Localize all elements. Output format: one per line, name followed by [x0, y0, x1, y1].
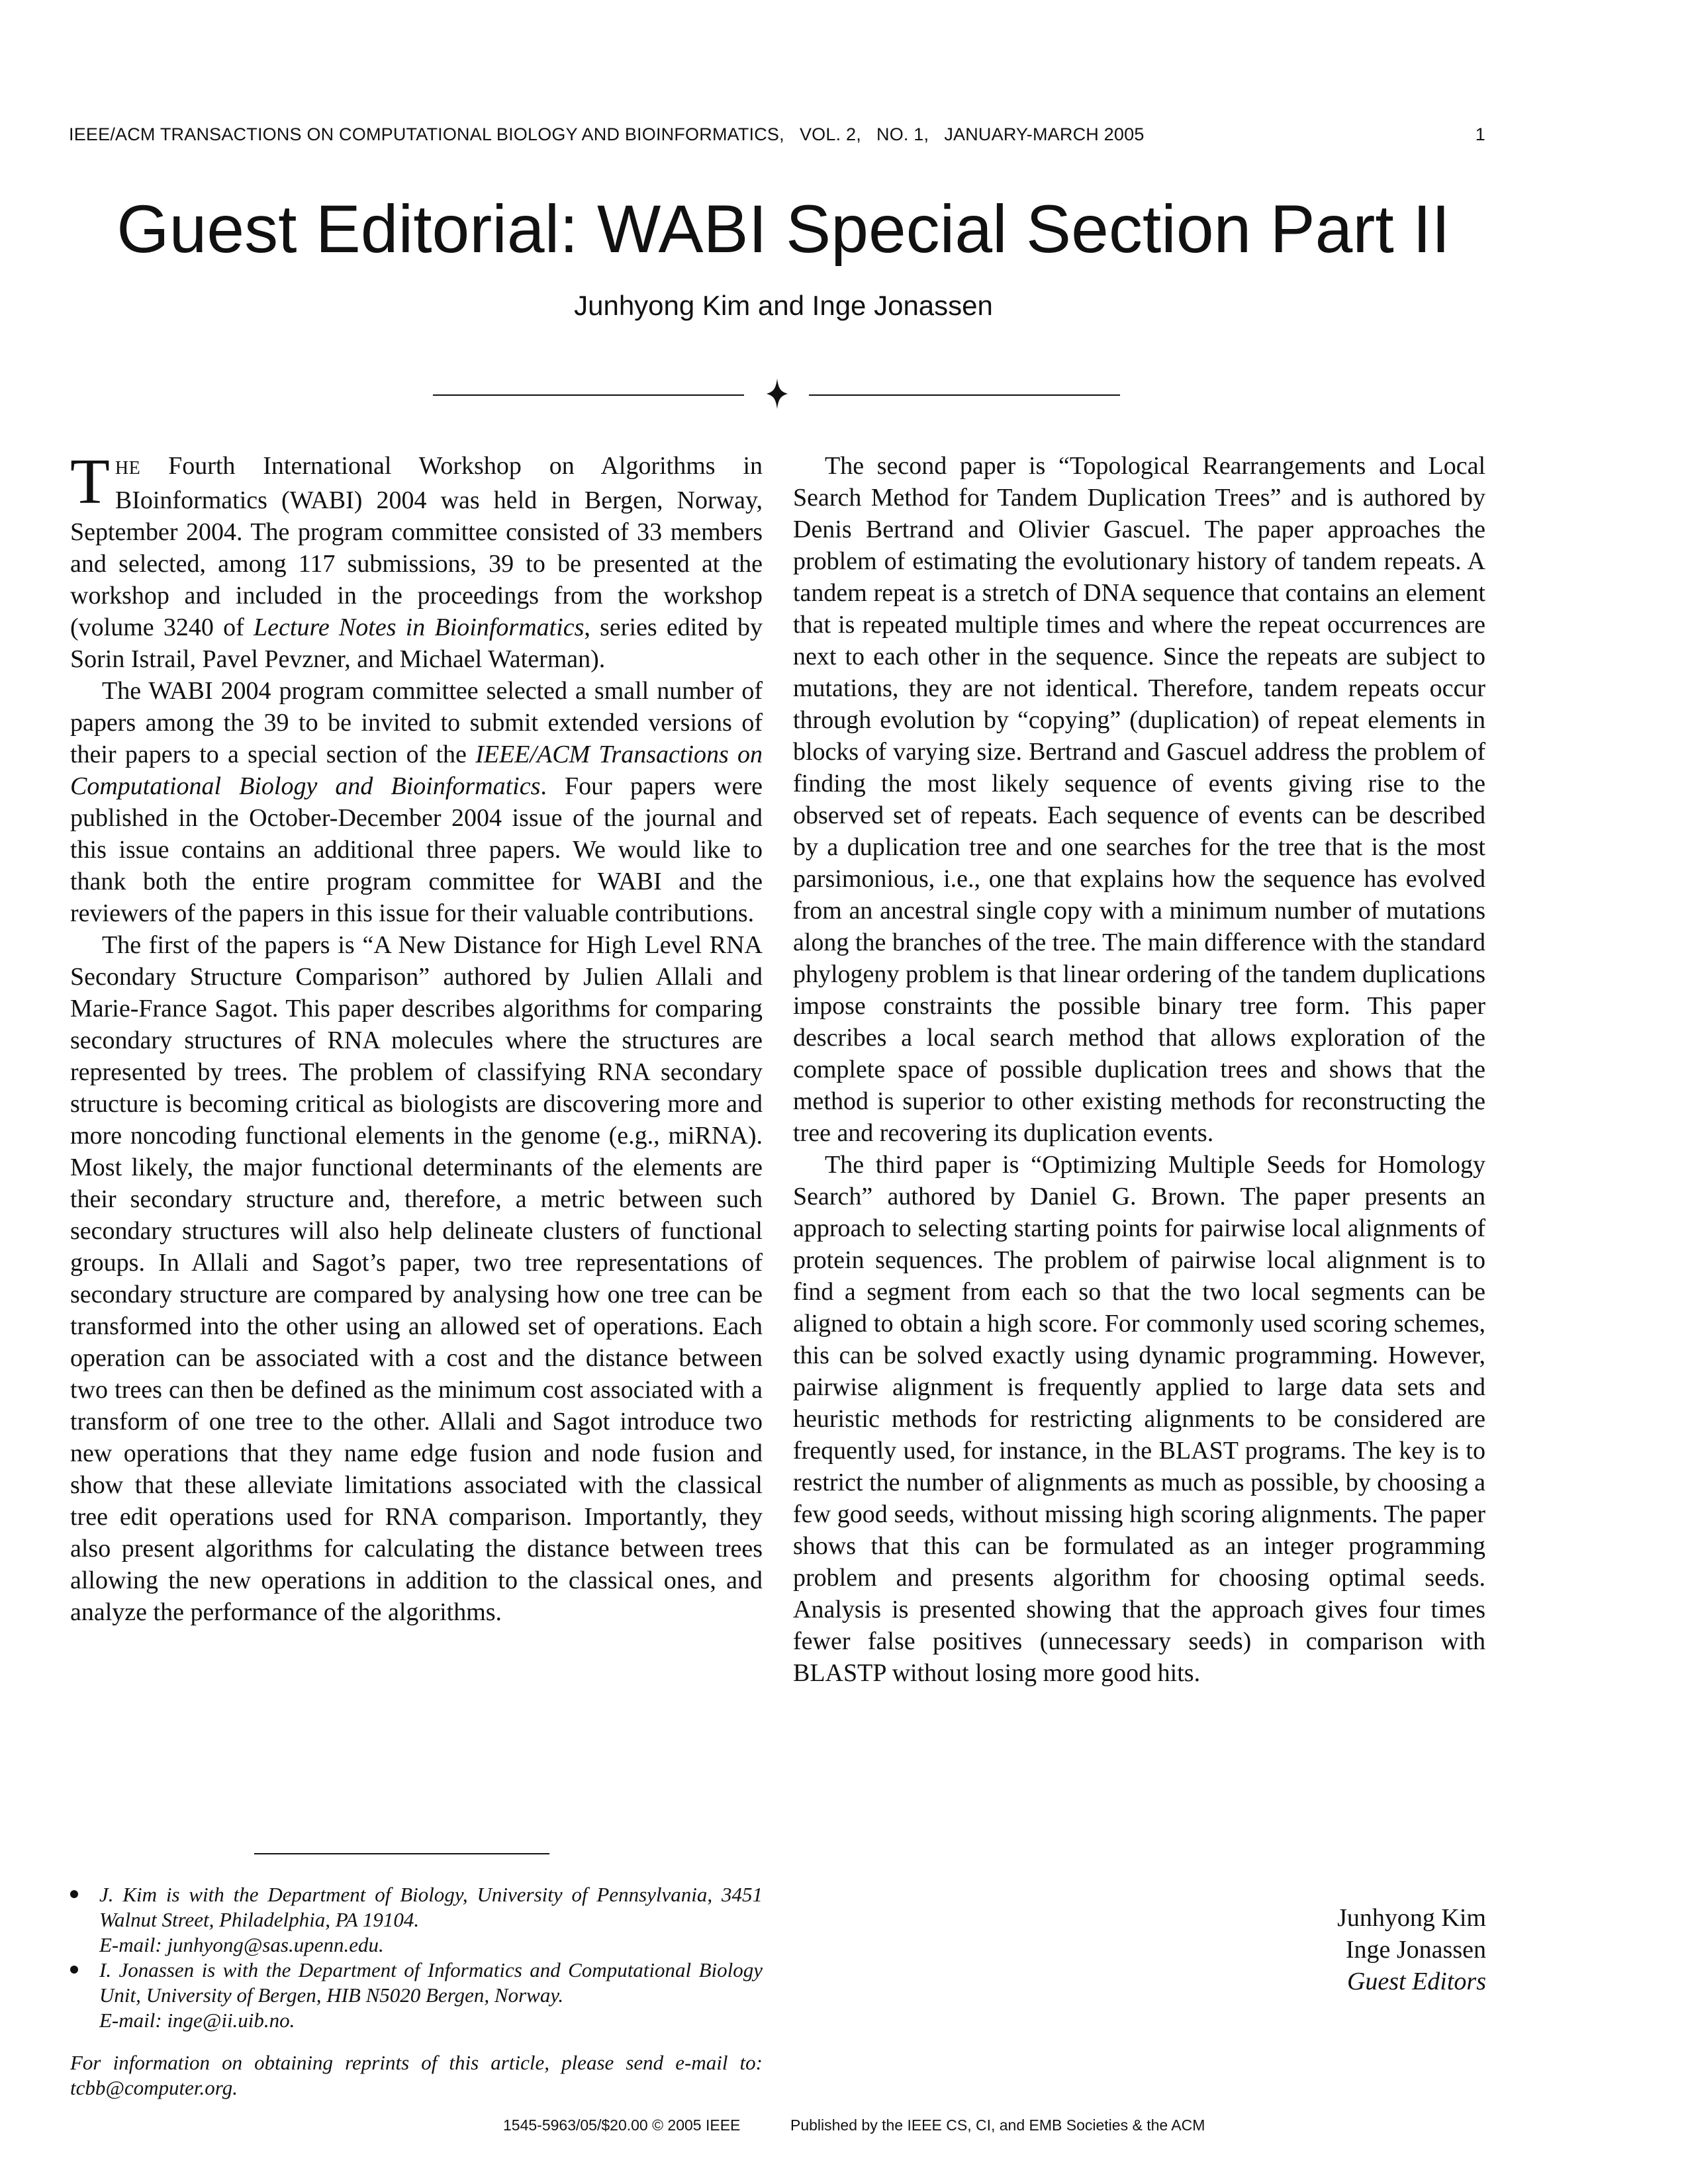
paragraph-intro — [70, 446, 763, 675]
right-column — [793, 450, 1485, 1689]
bullet-icon — [70, 1966, 78, 1974]
paragraph-third-paper: The third paper is “Optimizing Multiple Seeds for Homology Search” authored by Daniel G. Brown. The paper presents an approach to selecting starting points for pairwise local alignments of protein sequences. The problem of pairwise local alignment is to find a segment from each so that the two local segments can be aligned to obtain a high score. For commonly used scoring schemes, this can be solved exactly using dynamic programming. However, pairwise alignment is frequently applied to large data sets and heuristic methods for restricting alignments to be considered are frequently used, for instance, in the BLAST programs. The key is to restrict the number of alignments as much as possible, by choosing a few good seeds, without missing high scoring alignments. The paper shows that this can be formulated as an integer programming problem and presents algorithm for choosing optimal seeds. Analysis is presented showing that the approach gives four times fewer false positives (unnecessary seeds) in comparison with BLASTP without losing more good hits. — [793, 1151, 1485, 1687]
paragraph-text: Fourth International Workshop on Algorithms in BIoinformatics (WABI) 2004 was held in Bergen, Norway, September 2004. The program committee consisted of 33 members and selected, among 117 submissions, 39 to be presented at the workshop and included in the proceedings from the workshop (volume 3240 of — [70, 452, 763, 641]
paragraph-first-paper: The first of the papers is “A New Distance for High Level RNA Secondary Structure Comparison” authored by Julien Allali and Marie-France Sagot. This paper describes algorithms for comparing secondary structures of RNA molecules where the structures are represented by trees. The problem of classifying RNA secondary structure is becoming critical as biologists are discovering more and more noncoding functional elements in the genome (e.g., miRNA). Most likely, the major functional determinants of the elements are their secondary structure and, therefore, a metric between such secondary structures will also help delineate clusters of functional groups. In Allali and Sagot’s paper, two tree representations of secondary structure are compared by analysing how one tree can be transformed into the other using an allowed set of operations. Each operation can be associated with a cost and the distance between two trees can then be defined as the minimum cost associated with a transform of one tree to the other. Allali and Sagot introduce two new operations that they name edge fusion and node fusion and show that these alleviate limitations associated with the classical tree edit operations used for RNA comparison. Importantly, they also present algorithms for calculating the distance between trees allowing the new operations in addition to the classical ones, and analyze the performance of the algorithms. — [70, 931, 763, 1626]
footnote-text: J. Kim is with the Department of Biology, University of Pennsylvania, 3451 Walnut Street, Philadelphia, PA 19104. — [99, 1883, 763, 1931]
reprints-note: For information on obtaining reprints of this article, please send e-mail to: tcbb@computer.org. — [70, 2051, 763, 2099]
title-rule-left — [433, 394, 744, 396]
footnote-rule — [254, 1853, 549, 1854]
signature-name: Inge Jonassen — [1345, 1936, 1486, 1964]
drop-cap: T — [70, 446, 110, 518]
footnote-email: E-mail: junhyong@sas.upenn.edu. — [99, 1933, 384, 1956]
paragraph-text: . Four papers were published in the October-December 2004 issue of the journal and this issue contains an additional three papers. We would like to thank both the entire program committee for WABI and the reviewers of the papers in this issue for their valuable contributions. — [70, 772, 763, 927]
footnotes — [70, 1882, 763, 2101]
title-rule-right — [809, 394, 1120, 396]
journal-title: IEEE/ACM Transactions on Computational Biology and Bioinformatics — [70, 741, 763, 800]
signature-name: Junhyong Kim — [1337, 1904, 1486, 1932]
publisher-line: Published by the IEEE CS, CI, and EMB Societies & the ACM — [790, 2116, 1205, 2134]
signature-role: Guest Editors — [1346, 1968, 1486, 1995]
page-number: 1 — [1475, 124, 1485, 144]
small-caps-text: HE — [115, 458, 141, 478]
left-column — [70, 446, 763, 1628]
paragraph-committee — [70, 675, 763, 929]
paragraph-text: , series edited by Sorin Istrail, Pavel Pevzner, and Michael Waterman). — [70, 614, 763, 673]
footnote-jonassen — [70, 1958, 763, 2033]
article-title: Guest Editorial: WABI Special Section Part II — [117, 191, 1450, 267]
paragraph-text: The WABI 2004 program committee selected a small number of papers among the 39 to be invited to submit extended versions of their papers to a special section of the — [70, 677, 763, 768]
issn-copyright: 1545-5963/05/$20.00 © 2005 IEEE — [503, 2116, 741, 2134]
bullet-icon — [70, 1890, 78, 1898]
footnote-email: E-mail: inge@ii.uib.no. — [99, 2009, 295, 2032]
ornament-diamond-icon — [765, 377, 789, 410]
series-title: Lecture Notes in Bioinformatics — [254, 614, 585, 641]
signature-block — [1337, 1902, 1486, 1997]
footnote-kim — [70, 1882, 763, 1958]
paragraph-second-paper: The second paper is “Topological Rearrangements and Local Search Method for Tandem Duplication Trees” and is authored by Denis Bertrand and Olivier Gascuel. The paper approaches the problem of estimating the evolutionary history of tandem repeats. A tandem repeat is a stretch of DNA sequence that contains an element that is repeated multiple times and where the repeat occurrences are next to each other in the sequence. Since the repeats are subject to mutations, they are not identical. Therefore, tandem repeats occur through evolution by “copying” (duplication) of repeat elements in blocks of varying size. Bertrand and Gascuel address the problem of finding the most likely sequence of events giving rise to the observed set of repeats. Each sequence of events can be described by a duplication tree and one searches for the tree that is the most parsimonious, i.e., one that explains how the sequence has evolved from an ancestral single copy with a minimum number of mutations along the branches of the tree. The main difference with the standard phylogeny problem is that linear ordering of the tandem duplications impose constraints the possible binary tree form. This paper describes a local search method that allows exploration of the complete space of possible duplication trees and shows that the method is superior to other existing methods for reconstructing the tree and recovering its duplication events. — [793, 452, 1485, 1147]
journal-running-head: IEEE/ACM TRANSACTIONS ON COMPUTATIONAL BIOLOGY AND BIOINFORMATICS, VOL. 2, NO. 1, JANUARY-MARCH 2005 — [69, 124, 1145, 144]
footnote-text: I. Jonassen is with the Department of Informatics and Computational Biology Unit, University of Bergen, HIB N5020 Bergen, Norway. — [99, 1958, 763, 2007]
running-head — [69, 124, 1485, 145]
article-authors: Junhyong Kim and Inge Jonassen — [574, 290, 993, 321]
